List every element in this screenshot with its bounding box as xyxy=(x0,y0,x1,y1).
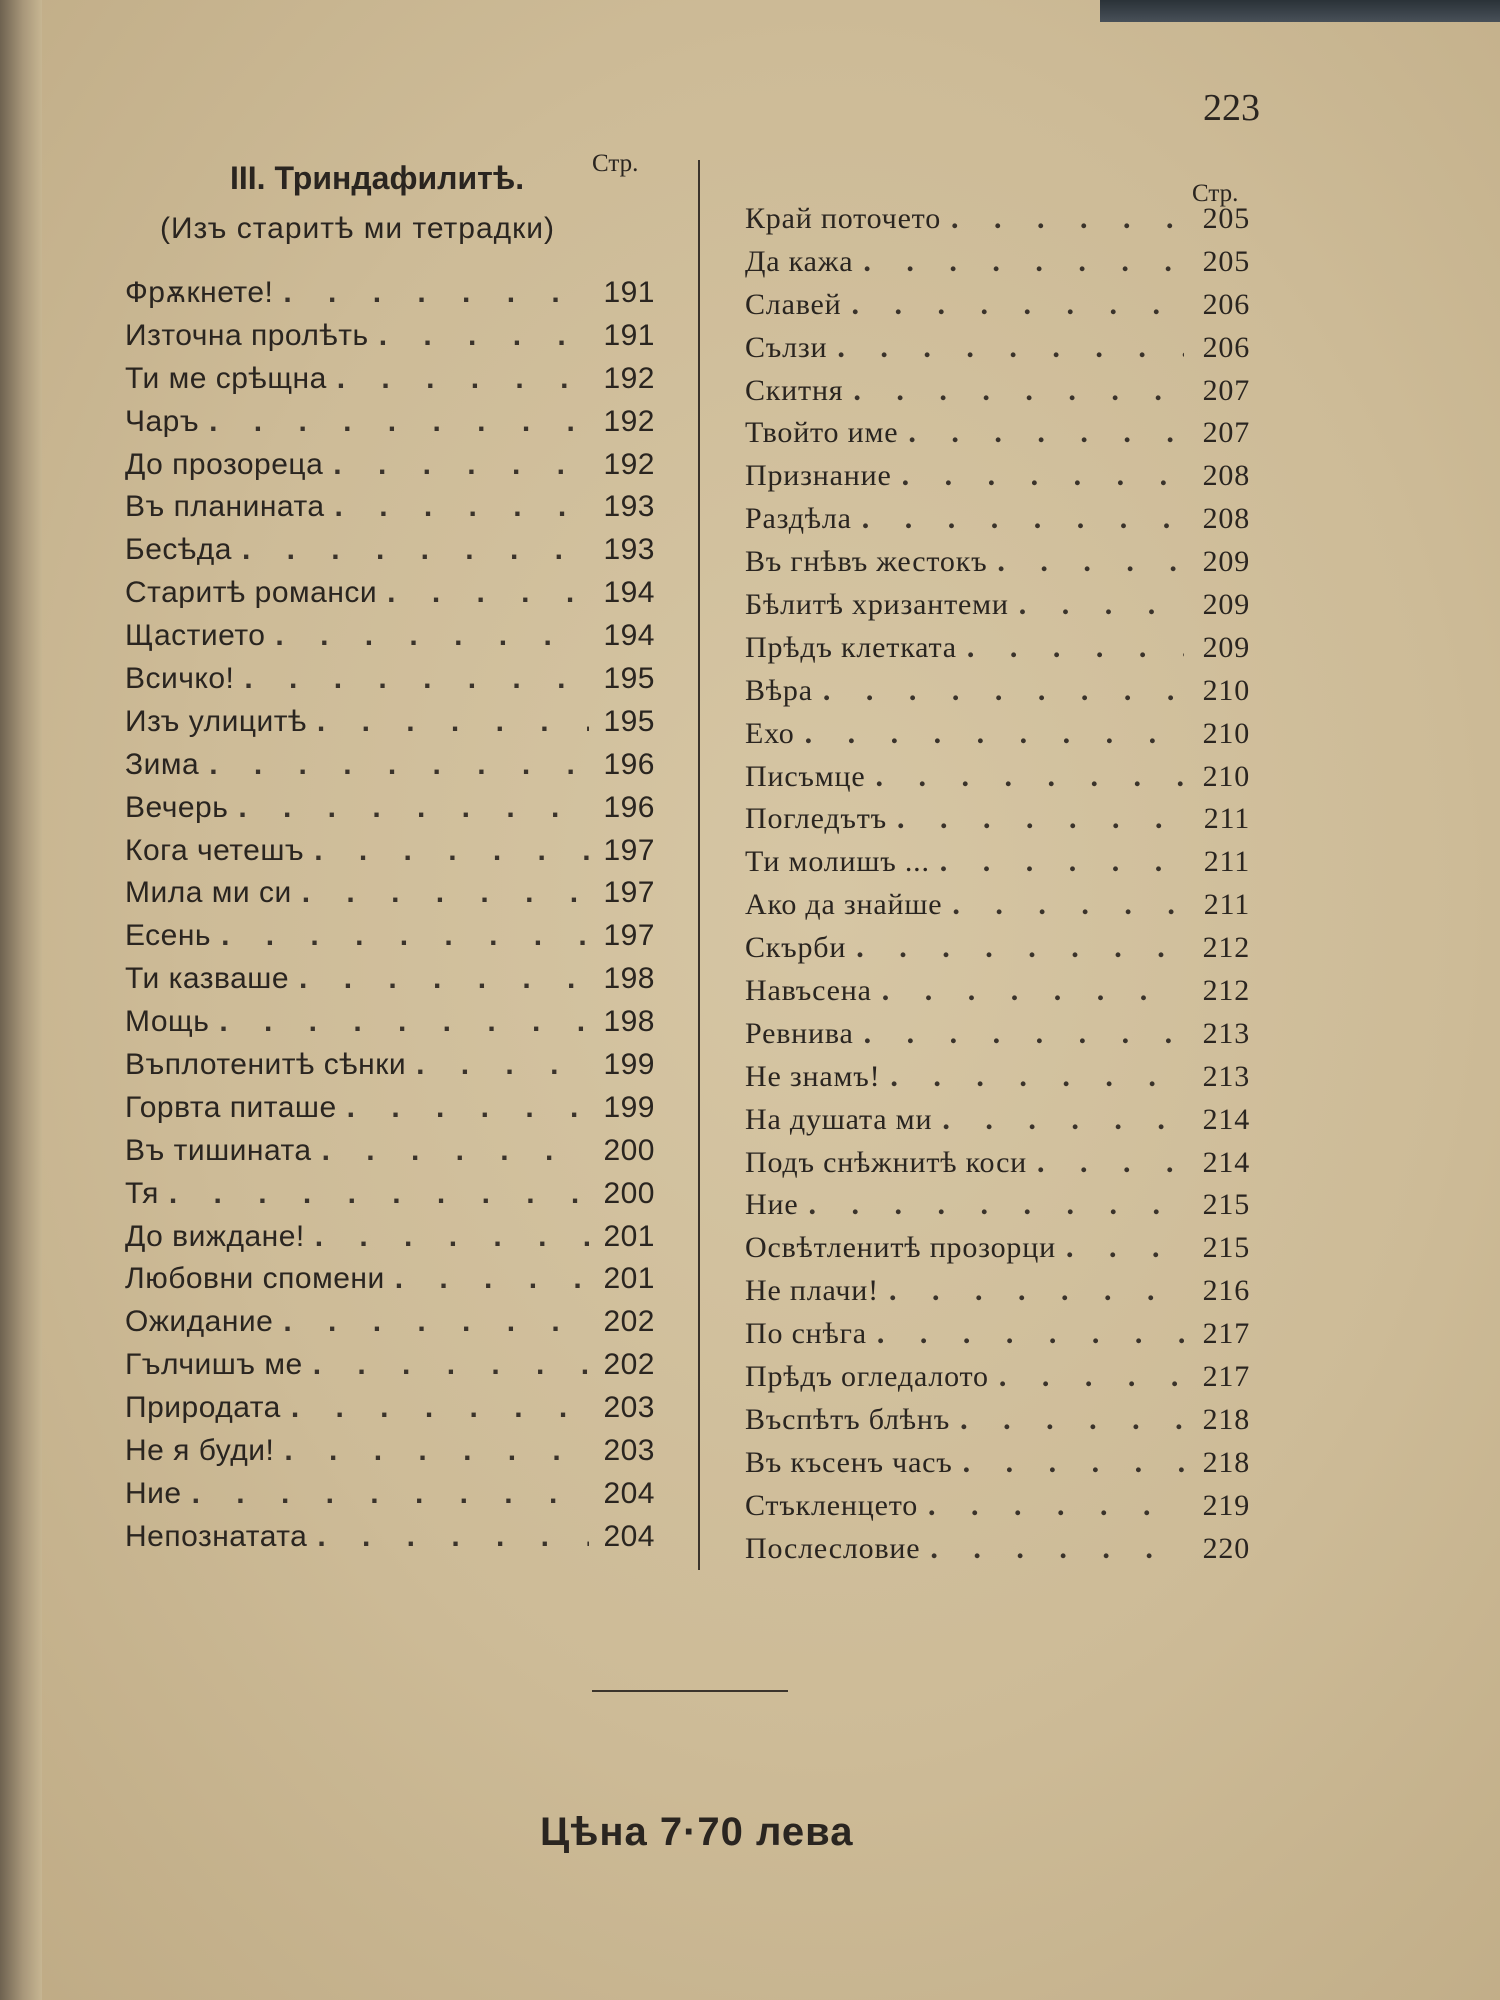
toc-entry-page: 212 xyxy=(1202,931,1250,965)
toc-entry xyxy=(745,459,1250,502)
dot-leader xyxy=(1037,1146,1184,1180)
toc-entry-title: Въспѣтъ блѣнъ xyxy=(745,1402,951,1436)
toc-entry xyxy=(125,405,655,448)
dot-leader xyxy=(317,705,589,739)
toc-entry xyxy=(745,202,1250,245)
dot-leader xyxy=(963,1446,1184,1480)
toc-entry xyxy=(125,748,655,791)
toc-entry-title: Мила ми си xyxy=(125,876,292,910)
toc-entry-page: 203 xyxy=(603,1434,655,1468)
toc-entry-page: 216 xyxy=(1202,1274,1250,1308)
dot-leader xyxy=(889,1274,1184,1308)
dot-leader xyxy=(416,1048,589,1082)
toc-entry xyxy=(125,1305,655,1348)
toc-entry xyxy=(125,1520,655,1563)
toc-entry-title: Горвта питаше xyxy=(125,1090,337,1124)
toc-entry-title: Ако да знайше xyxy=(745,888,943,922)
toc-entry-title: Да кажа xyxy=(745,244,854,278)
toc-entry-title: Вѣра xyxy=(745,673,813,707)
section-title: III. Триндафилитѣ. xyxy=(230,160,525,196)
toc-entry-title: Погледътъ xyxy=(745,802,887,836)
toc-entry-title: Подъ снѣжнитѣ коси xyxy=(745,1145,1028,1179)
toc-entry-title: Сълзи xyxy=(745,330,828,364)
toc-entry-title: Славей xyxy=(745,287,842,321)
toc-entry-page: 204 xyxy=(603,1476,655,1510)
toc-entry-title: Мощь xyxy=(125,1005,210,1039)
dot-leader xyxy=(192,1477,589,1511)
toc-entry xyxy=(125,576,655,619)
toc-entry-page: 218 xyxy=(1202,1445,1250,1479)
toc-entry-page: 215 xyxy=(1202,1231,1250,1265)
toc-entry xyxy=(745,588,1250,631)
dot-leader xyxy=(284,1434,589,1468)
toc-entry-page: 191 xyxy=(603,276,655,309)
dot-leader xyxy=(999,1360,1184,1394)
toc-entry-title: Ехо xyxy=(745,716,795,750)
toc-entry-page: 201 xyxy=(603,1219,655,1253)
toc-entry-title: Стъкленцето xyxy=(745,1488,919,1522)
toc-entry xyxy=(745,1403,1250,1446)
toc-entry xyxy=(745,1060,1250,1103)
toc-entry-page: 203 xyxy=(603,1391,655,1425)
dot-leader xyxy=(942,1103,1184,1137)
toc-entry-title: Ревнива xyxy=(745,1016,854,1050)
toc-entry-title: Прѣдъ огледалото xyxy=(745,1360,989,1394)
dot-leader xyxy=(952,888,1184,922)
toc-entry xyxy=(125,1434,655,1477)
dot-leader xyxy=(902,459,1184,493)
toc-entry-title: Есень xyxy=(125,919,212,953)
toc-entry-page: 207 xyxy=(1202,373,1250,407)
dot-leader xyxy=(951,202,1184,236)
toc-entry-page: 213 xyxy=(1202,1059,1250,1093)
dot-leader xyxy=(313,1348,589,1382)
toc-entry xyxy=(745,888,1250,931)
toc-entry-title: Чаръ xyxy=(125,404,200,438)
toc-entry-page: 197 xyxy=(603,876,655,910)
toc-entry-title: На душата ми xyxy=(745,1102,933,1136)
dot-leader xyxy=(862,502,1184,536)
toc-entry xyxy=(745,1532,1250,1575)
dot-leader xyxy=(169,1177,589,1211)
toc-entry-title: Бѣлитѣ хризантеми xyxy=(745,588,1009,622)
toc-entry xyxy=(745,1103,1250,1146)
toc-entry xyxy=(125,619,655,662)
dot-leader xyxy=(283,1305,589,1339)
book-spine xyxy=(0,0,42,2000)
dot-leader xyxy=(808,1188,1184,1222)
toc-entry-page: 205 xyxy=(1202,202,1250,235)
dot-leader xyxy=(221,919,589,953)
dot-leader xyxy=(242,533,589,567)
toc-entry-title: Въ късенъ часъ xyxy=(745,1445,953,1479)
toc-entry xyxy=(745,631,1250,674)
toc-entry xyxy=(745,974,1250,1017)
toc-entry-page: 196 xyxy=(603,790,655,824)
toc-entry-page: 200 xyxy=(603,1176,655,1210)
toc-entry xyxy=(125,1177,655,1220)
dot-leader xyxy=(347,1091,589,1125)
toc-entry xyxy=(125,834,655,877)
toc-entry-page: 202 xyxy=(603,1305,655,1339)
toc-entry-page: 209 xyxy=(1202,588,1250,622)
toc-entry-page: 210 xyxy=(1202,673,1250,707)
toc-entry-page: 214 xyxy=(1202,1102,1250,1136)
dot-leader xyxy=(897,802,1184,836)
toc-entry xyxy=(745,331,1250,374)
toc-entry xyxy=(745,416,1250,459)
dot-leader xyxy=(244,662,589,696)
toc-entry-title: Природата xyxy=(125,1391,281,1425)
toc-entry-title: Фрѫкнете! xyxy=(125,276,274,309)
dot-leader xyxy=(823,674,1184,708)
toc-entry xyxy=(125,448,655,491)
separator-rule xyxy=(592,1690,788,1692)
toc-entry xyxy=(745,245,1250,288)
toc-entry xyxy=(745,931,1250,974)
toc-entry-page: 191 xyxy=(603,318,655,352)
toc-entry-title: Източна пролѣть xyxy=(125,318,369,352)
toc-entry-title: Ние xyxy=(745,1188,799,1222)
dot-leader xyxy=(1019,588,1184,622)
toc-entry-title: Послесловие xyxy=(745,1531,921,1565)
dot-leader xyxy=(864,1017,1184,1051)
dot-leader xyxy=(299,962,589,996)
toc-entry xyxy=(745,1231,1250,1274)
dot-leader xyxy=(238,791,589,825)
dot-leader xyxy=(302,876,589,910)
dot-leader xyxy=(1066,1231,1184,1265)
toc-entry-title: Ожидание xyxy=(125,1305,274,1339)
dot-leader xyxy=(322,1134,589,1168)
toc-entry-page: 200 xyxy=(603,1133,655,1167)
toc-entry xyxy=(125,490,655,533)
dot-leader xyxy=(283,276,589,310)
toc-entry xyxy=(745,1489,1250,1532)
toc-entry xyxy=(745,802,1250,845)
toc-entry-page: 210 xyxy=(1202,759,1250,793)
toc-entry-title: Любовни спомени xyxy=(125,1262,385,1296)
toc-entry-page: 197 xyxy=(603,833,655,867)
dot-leader xyxy=(863,245,1184,279)
left-page-label: Стр. xyxy=(592,150,639,177)
toc-entry-page: 199 xyxy=(603,1048,655,1082)
column-divider xyxy=(698,160,700,1570)
toc-entry xyxy=(125,1005,655,1048)
toc-entry xyxy=(125,876,655,919)
dot-leader xyxy=(337,362,589,396)
dot-leader xyxy=(395,1262,589,1296)
toc-entry xyxy=(745,1274,1250,1317)
toc-entry-title: Въ гнѣвъ жестокъ xyxy=(745,545,988,579)
toc-entry-page: 194 xyxy=(603,619,655,653)
dot-leader xyxy=(219,1005,589,1039)
toc-entry-title: Прѣдъ клетката xyxy=(745,630,957,664)
dot-leader xyxy=(387,576,589,610)
toc-entry-title: Скитня xyxy=(745,373,844,407)
toc-entry-title: Въ тишината xyxy=(125,1133,312,1167)
toc-entry-page: 211 xyxy=(1203,845,1250,879)
dot-leader xyxy=(967,631,1184,665)
toc-entry xyxy=(125,919,655,962)
toc-entry-page: 192 xyxy=(603,404,655,438)
dot-leader xyxy=(209,748,589,782)
toc-entry xyxy=(125,319,655,362)
toc-entry-page: 217 xyxy=(1202,1317,1250,1351)
dot-leader xyxy=(853,374,1184,408)
toc-entry-page: 213 xyxy=(1202,1016,1250,1050)
toc-entry-title: Ти ме срѣщна xyxy=(125,361,327,395)
toc-entry-title: Гълчишъ ме xyxy=(125,1348,303,1382)
toc-entry-title: Признание xyxy=(745,459,892,493)
toc-entry-title: Ти молишъ ... xyxy=(745,845,930,879)
toc-entry-title: Навъсена xyxy=(745,974,872,1008)
toc-entry-page: 219 xyxy=(1202,1488,1250,1522)
toc-entry xyxy=(745,717,1250,760)
toc-entry xyxy=(125,1348,655,1391)
toc-entry-title: Изъ улицитѣ xyxy=(125,704,307,738)
toc-entry-page: 198 xyxy=(603,962,655,996)
toc-entry-page: 194 xyxy=(603,576,655,610)
toc-entry-page: 207 xyxy=(1202,416,1250,450)
toc-entry xyxy=(745,1360,1250,1403)
dot-leader xyxy=(315,1220,589,1254)
toc-entry xyxy=(125,962,655,1005)
toc-entry xyxy=(745,1146,1250,1189)
toc-entry-title: Въ планината xyxy=(125,490,325,524)
toc-entry-page: 195 xyxy=(603,662,655,696)
dot-leader xyxy=(275,619,589,653)
dot-leader xyxy=(317,1520,589,1554)
toc-entry-title: Щастието xyxy=(125,619,266,653)
toc-entry-title: Твойто име xyxy=(745,416,899,450)
toc-entry xyxy=(125,1262,655,1305)
dot-leader xyxy=(908,416,1184,450)
toc-entry-title: Край поточето xyxy=(745,202,941,235)
toc-entry-title: Освѣтленитѣ прозорци xyxy=(745,1231,1056,1265)
toc-entry-title: Ти казваше xyxy=(125,962,290,996)
dot-leader xyxy=(940,845,1184,879)
toc-entry-title: Писъмце xyxy=(745,759,866,793)
toc-entry-page: 192 xyxy=(603,447,655,481)
dot-leader xyxy=(379,319,589,353)
toc-entry-page: 201 xyxy=(603,1262,655,1296)
dot-leader xyxy=(291,1391,589,1425)
toc-entry-page: 209 xyxy=(1202,630,1250,664)
toc-entry-page: 205 xyxy=(1202,244,1250,278)
toc-entry-page: 199 xyxy=(603,1090,655,1124)
dot-leader xyxy=(314,834,589,868)
toc-entry-page: 211 xyxy=(1203,888,1250,922)
toc-entry xyxy=(745,845,1250,888)
toc-entry-page: 197 xyxy=(603,919,655,953)
dot-leader xyxy=(335,490,589,524)
toc-entry-page: 209 xyxy=(1202,545,1250,579)
toc-entry xyxy=(125,1048,655,1091)
toc-entry-title: Не знамъ! xyxy=(745,1059,881,1093)
dot-leader xyxy=(333,448,589,482)
toc-entry-page: 198 xyxy=(603,1005,655,1039)
dot-leader xyxy=(928,1489,1184,1523)
toc-entry xyxy=(125,791,655,834)
toc-left-column xyxy=(125,276,655,1563)
toc-entry-title: Не плачи! xyxy=(745,1274,879,1308)
dot-leader xyxy=(851,288,1184,322)
toc-entry-page: 195 xyxy=(603,704,655,738)
page-number: 223 xyxy=(1203,87,1260,129)
toc-entry-page: 204 xyxy=(603,1519,655,1553)
dot-leader xyxy=(997,545,1184,579)
price-line: Цѣна 7·70 лева xyxy=(540,1810,854,1854)
toc-entry-title: Зима xyxy=(125,747,200,781)
toc-entry-title: Ние xyxy=(125,1476,182,1510)
dot-leader xyxy=(877,1317,1184,1351)
toc-entry xyxy=(745,545,1250,588)
toc-entry-title: Вечерь xyxy=(125,790,229,824)
toc-entry-page: 208 xyxy=(1202,502,1250,536)
toc-entry-title: Непознатата xyxy=(125,1519,308,1553)
toc-entry-title: Кога четешъ xyxy=(125,833,305,867)
toc-entry-page: 220 xyxy=(1202,1531,1250,1565)
toc-entry xyxy=(745,1446,1250,1489)
toc-entry-page: 210 xyxy=(1202,716,1250,750)
dot-leader xyxy=(805,717,1184,751)
toc-entry xyxy=(125,1134,655,1177)
toc-entry xyxy=(745,760,1250,803)
toc-entry xyxy=(125,1477,655,1520)
toc-entry xyxy=(125,533,655,576)
dot-leader xyxy=(882,974,1184,1008)
toc-right-column xyxy=(745,202,1250,1575)
toc-entry-title: По снѣга xyxy=(745,1317,867,1351)
toc-entry xyxy=(745,674,1250,717)
toc-entry-page: 193 xyxy=(603,533,655,567)
dot-leader xyxy=(890,1060,1184,1094)
toc-entry-title: До виждане! xyxy=(125,1219,305,1253)
toc-entry xyxy=(745,288,1250,331)
right-page-label: Стр. xyxy=(1192,180,1239,207)
toc-entry-page: 196 xyxy=(603,747,655,781)
toc-entry-page: 192 xyxy=(603,361,655,395)
toc-entry-title: Бесѣда xyxy=(125,533,232,567)
toc-entry-page: 212 xyxy=(1202,974,1250,1008)
toc-entry-page: 202 xyxy=(603,1348,655,1382)
dot-leader xyxy=(960,1403,1184,1437)
toc-entry-page: 217 xyxy=(1202,1360,1250,1394)
toc-entry xyxy=(745,1188,1250,1231)
toc-entry-page: 218 xyxy=(1202,1402,1250,1436)
toc-entry-page: 206 xyxy=(1202,330,1250,364)
toc-entry-page: 211 xyxy=(1203,802,1250,836)
toc-entry xyxy=(125,705,655,748)
dot-leader xyxy=(876,760,1184,794)
toc-entry xyxy=(745,374,1250,417)
toc-entry xyxy=(125,662,655,705)
dot-leader xyxy=(209,405,589,439)
dot-leader xyxy=(930,1532,1184,1566)
toc-entry xyxy=(745,1317,1250,1360)
toc-entry xyxy=(125,276,655,319)
toc-entry-title: Всичко! xyxy=(125,662,235,696)
toc-entry xyxy=(125,1220,655,1263)
toc-entry-title: Скърби xyxy=(745,931,847,965)
toc-entry-title: До прозореца xyxy=(125,447,324,481)
dot-leader xyxy=(837,331,1184,365)
section-subtitle: (Изъ старитѣ ми тетрадки) xyxy=(160,212,556,245)
toc-entry-title: Тя xyxy=(125,1176,159,1210)
toc-entry xyxy=(125,1391,655,1434)
toc-entry xyxy=(125,1091,655,1134)
toc-entry xyxy=(745,1017,1250,1060)
cover-edge xyxy=(1100,0,1500,22)
toc-entry-title: Не я буди! xyxy=(125,1434,275,1468)
toc-entry-title: Старитѣ романси xyxy=(125,576,378,610)
toc-entry-page: 215 xyxy=(1202,1188,1250,1222)
toc-entry xyxy=(125,362,655,405)
toc-entry-page: 193 xyxy=(603,490,655,524)
dot-leader xyxy=(856,931,1184,965)
toc-entry-page: 214 xyxy=(1202,1145,1250,1179)
toc-entry-page: 208 xyxy=(1202,459,1250,493)
toc-entry-title: Раздѣла xyxy=(745,502,852,536)
toc-entry-page: 206 xyxy=(1202,287,1250,321)
toc-entry-title: Въплотенитѣ сѣнки xyxy=(125,1048,407,1082)
toc-entry xyxy=(745,502,1250,545)
